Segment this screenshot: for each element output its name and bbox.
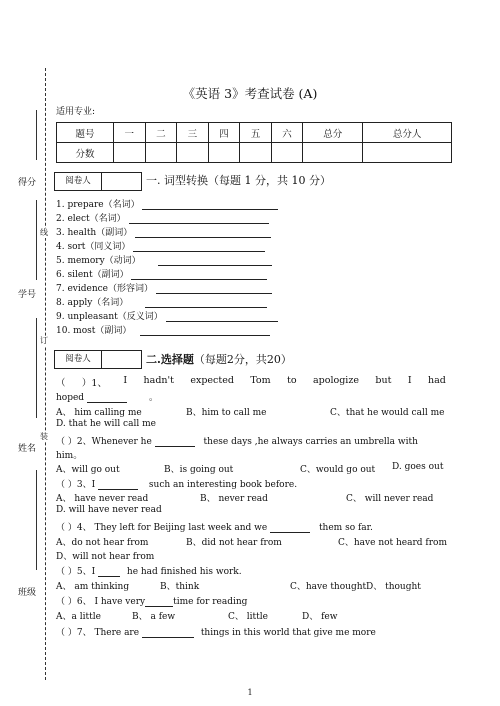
q4-option-b[interactable]: B、did not hear from: [186, 538, 282, 548]
q6-stem-end: time for reading: [173, 597, 248, 607]
header-cell: 二: [145, 123, 177, 143]
q5-option-d[interactable]: D、 thought: [366, 582, 421, 592]
q2-option-d[interactable]: D. goes out: [392, 462, 444, 472]
score-table-score-row: [57, 143, 452, 163]
question-7: [56, 625, 376, 638]
page-number: 1: [247, 688, 253, 697]
q4-stem-start: （ ）4、 They left for Beijing last week and we: [56, 523, 268, 533]
question-4: [56, 520, 373, 533]
question-6: [56, 594, 247, 607]
answer-blank[interactable]: [155, 437, 195, 447]
margin-rule: [36, 470, 37, 570]
q6-option-c[interactable]: C、 little: [228, 612, 268, 622]
word-item-text: 1. prepare（名词）: [56, 200, 140, 210]
score-table-header-row: [57, 123, 452, 143]
word-item-text: 3. health（副词）: [56, 228, 133, 238]
margin-label-name: 姓名: [18, 444, 37, 454]
word-item-text: 2. elect（名词）: [56, 214, 126, 224]
word-item: [56, 309, 278, 322]
word-item-text: 9. unpleasant（反义词）: [56, 312, 163, 322]
answer-blank[interactable]: [142, 628, 194, 638]
word-item-text: 7. evidence（形容词）: [56, 284, 153, 294]
section-1-title: 一. 词型转换（每题 1 分，共 10 分）: [146, 174, 331, 187]
word-item-text: 10. most（副词）: [56, 326, 132, 336]
q1-word: Tom: [250, 375, 271, 386]
reviewer-blank[interactable]: [102, 351, 141, 368]
margin-rule: [36, 318, 37, 418]
margin-label-student-id: 学号: [18, 290, 37, 300]
section-2-title-bold: 二.选择题: [146, 353, 194, 366]
score-cell[interactable]: [145, 143, 177, 163]
question-5: [56, 564, 242, 577]
header-cell: 三: [177, 123, 209, 143]
answer-blank[interactable]: [158, 256, 272, 266]
word-item: [56, 281, 272, 294]
exam-title: 《英语 3》考查试卷 (A): [182, 86, 318, 101]
score-cell[interactable]: [177, 143, 209, 163]
q4-stem-end: them so far.: [318, 523, 373, 533]
score-table: [56, 122, 452, 163]
q6-option-d[interactable]: D、 few: [302, 612, 338, 622]
bind-mark-order: 订: [40, 336, 48, 345]
q5-option-b[interactable]: B、think: [160, 582, 200, 592]
header-cell: 五: [240, 123, 272, 143]
answer-blank[interactable]: [131, 270, 267, 280]
q3-stem-start: （ ）3、I: [56, 480, 96, 490]
q1-word: but: [375, 375, 392, 386]
word-item-text: 8. apply（名词）: [56, 298, 129, 308]
question-2-line-1: [56, 434, 418, 447]
header-cell: 六: [271, 123, 303, 143]
answer-blank[interactable]: [98, 480, 138, 490]
question-3: [56, 477, 297, 490]
section-2-title-rest: （每题2分，共20）: [193, 353, 292, 366]
q7-stem-start: （ ）7、 There are: [56, 628, 140, 638]
q1-word: I: [123, 375, 128, 386]
answer-blank[interactable]: [98, 567, 120, 577]
word-item: [56, 239, 265, 252]
word-item: [56, 253, 272, 266]
score-cell[interactable]: [240, 143, 272, 163]
q2-stem-start: （ ）2、Whenever he: [56, 437, 152, 447]
word-item: [56, 323, 270, 336]
q3-option-a[interactable]: A、 have never read: [56, 494, 149, 504]
score-cell[interactable]: [208, 143, 240, 163]
header-cell: 总分人: [363, 123, 452, 143]
q3-option-c[interactable]: C、 will never read: [346, 494, 434, 504]
word-item: [56, 267, 267, 280]
margin-label-score: 得分: [18, 178, 37, 188]
score-cell[interactable]: [271, 143, 303, 163]
q3-option-d[interactable]: D. will have never read: [56, 505, 162, 515]
header-cell: 四: [208, 123, 240, 143]
header-cell: 一: [114, 123, 146, 143]
q3-option-b[interactable]: B、 never read: [200, 494, 268, 504]
header-cell: 题号: [57, 123, 114, 143]
answer-blank[interactable]: [140, 326, 270, 336]
answer-blank[interactable]: [87, 393, 127, 403]
applicable-major-label: 适用专业:: [56, 107, 96, 117]
word-item: [56, 197, 278, 210]
reviewer-box-2: [54, 350, 142, 369]
q7-stem-end: things in this world that give me more: [200, 628, 376, 638]
q2-option-a[interactable]: A、will go out: [56, 465, 120, 475]
answer-blank[interactable]: [145, 597, 173, 607]
score-cell[interactable]: [114, 143, 146, 163]
q6-option-a[interactable]: A、a little: [56, 612, 101, 622]
q1-word: to: [287, 375, 297, 386]
q4-option-d[interactable]: D、will not hear from: [56, 552, 155, 562]
reviewer-blank[interactable]: [102, 173, 141, 190]
binding-dashed-line: [45, 68, 46, 680]
reviewer-label: 阅卷人: [55, 351, 102, 368]
word-item-text: 4. sort（同义词）: [56, 242, 131, 252]
reviewer-box-1: [54, 172, 142, 191]
q3-stem-end: such an interesting book before.: [148, 480, 298, 490]
score-cell[interactable]: [363, 143, 452, 163]
question-1-line-2: [56, 390, 158, 403]
q1-word: apologize: [313, 375, 359, 386]
q1-word: had: [428, 375, 446, 386]
answer-blank[interactable]: [156, 284, 272, 294]
q1-option-b[interactable]: B、him to call me: [186, 408, 267, 418]
question-1-line-1: [56, 375, 446, 389]
q1-word: ）1、: [81, 378, 107, 389]
answer-blank[interactable]: [166, 312, 278, 322]
q5-stem-start: （ ）5、I: [56, 567, 96, 577]
q1-word: （: [56, 378, 66, 389]
q5-option-c[interactable]: C、have thought: [290, 582, 367, 592]
answer-blank[interactable]: [142, 200, 278, 210]
answer-blank[interactable]: [145, 298, 267, 308]
q1-end-mark: 。: [148, 393, 158, 403]
q5-stem-end: he had finished his work.: [126, 567, 242, 577]
reviewer-label: 阅卷人: [55, 173, 102, 190]
q2-stem-end: these days ,he always carries an umbrella with: [203, 437, 418, 447]
header-cell: 总分: [303, 123, 363, 143]
q1-option-d[interactable]: D. that he will call me: [56, 419, 156, 429]
q1-word: expected: [190, 375, 234, 386]
q1-word: I: [407, 375, 412, 386]
q2-option-b[interactable]: B、is going out: [164, 465, 234, 475]
word-item: [56, 225, 271, 238]
bind-mark-mount: 装: [40, 432, 48, 441]
word-item: [56, 295, 267, 308]
q1-word: hadn't: [143, 375, 174, 386]
q2-stem-line-2: him。: [56, 451, 83, 461]
score-cell[interactable]: [303, 143, 363, 163]
margin-rule: [36, 110, 37, 160]
margin-label-class: 班级: [18, 588, 37, 598]
bind-mark-line: 线: [40, 228, 48, 237]
q6-stem-start: （ ）6、 I have very: [56, 597, 146, 607]
q5-option-a[interactable]: A、 am thinking: [56, 582, 130, 592]
q4-option-a[interactable]: A、do not hear from: [56, 538, 149, 548]
score-row-label: 分数: [57, 143, 114, 163]
answer-blank[interactable]: [270, 523, 310, 533]
answer-blank[interactable]: [133, 242, 265, 252]
answer-blank[interactable]: [129, 214, 269, 224]
word-item-text: 5. memory（动词）: [56, 256, 141, 266]
answer-blank[interactable]: [135, 228, 271, 238]
margin-rule: [36, 200, 37, 280]
q6-option-b[interactable]: B、 a few: [132, 612, 176, 622]
section-2-title: [146, 351, 292, 367]
word-item: [56, 211, 269, 224]
q1-option-c[interactable]: C、that he would call me: [330, 408, 445, 418]
word-item-text: 6. silent（副词）: [56, 270, 129, 280]
q2-option-c[interactable]: C、would go out: [300, 465, 376, 475]
q4-option-c[interactable]: C、have not heard from: [338, 538, 448, 548]
q1-hoped: hoped: [56, 393, 85, 403]
q1-option-a[interactable]: A、 him calling me: [56, 408, 142, 418]
